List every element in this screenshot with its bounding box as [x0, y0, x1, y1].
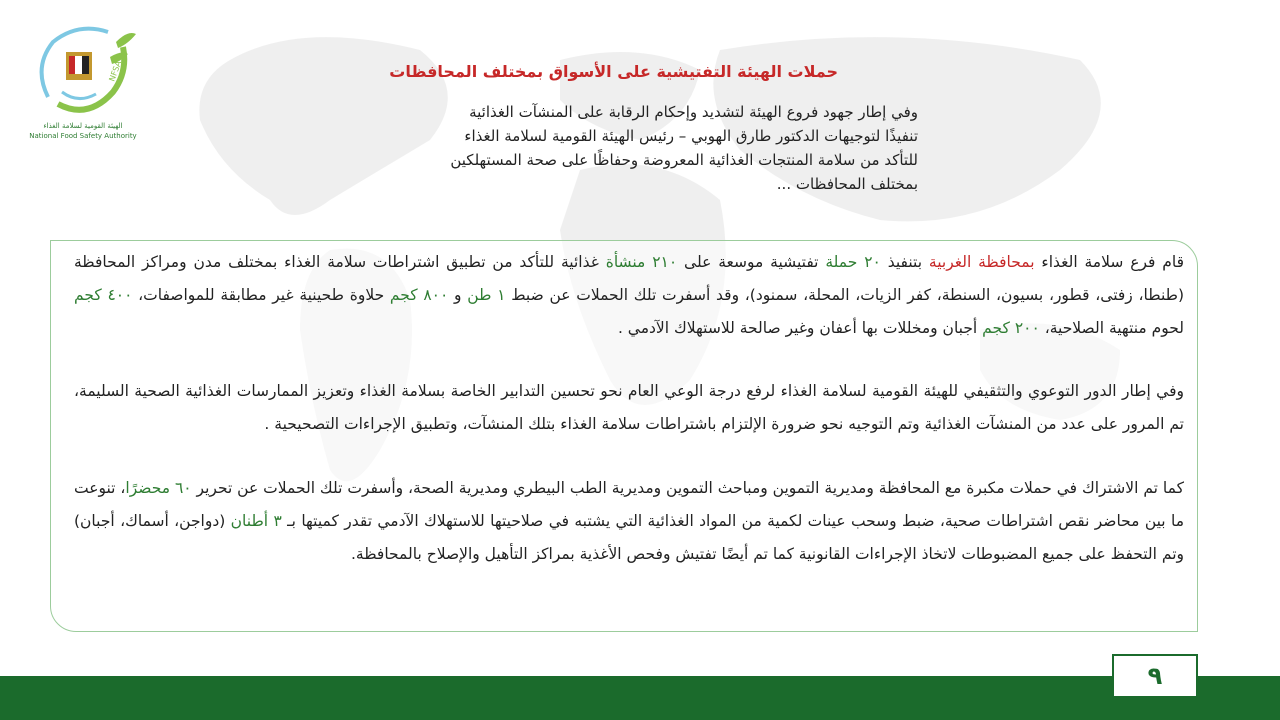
intro-text: [330, 100, 918, 196]
logo-badge-text: NFSA: [107, 59, 124, 83]
paragraph-awareness: وفي إطار الدور التوعوي والتثقيفي للهيئة القومية لسلامة الغذاء لرفع درجة الوعي العام نحو تحسين التدابير الخاصة بسلامة الغذاء وتعزيز الممارسات الغذائية الصحية السليمة، تم المرور على عدد من المنشآت الغذائية وتم التوجيه نحو ضرورة الإلتزام باشتراطات سلامة الغذاء بتلك المنشآت، وتطبيق الإجراءات التصحيحية .: [74, 382, 1184, 433]
reports-count: ٦٠ محضرًا: [125, 479, 192, 497]
branch-name: بمحافظة الغربية: [928, 253, 1035, 271]
intro-line: للتأكد من سلامة المنتجات الغذائية المعروضة وحفاظًا على صحة المستهلكين: [450, 151, 918, 169]
intro-line: تنفيذًا لتوجيهات الدكتور طارق الهوبي – رئيس الهيئة القومية لسلامة الغذاء: [464, 127, 918, 145]
facility-count: ٢١٠ منشأة: [605, 253, 678, 271]
intro-line: بمختلف المحافظات ...: [776, 175, 918, 193]
nfsa-logo: [28, 22, 138, 144]
slide-title: حملات الهيئة التفتيشية على الأسواق بمختلف المحافظات: [389, 62, 838, 81]
seized-total-tons: ٣ أطنان: [230, 512, 282, 530]
footer-bar: [0, 676, 1280, 720]
nfsa-logo-icon: [28, 22, 138, 122]
seized-tons: ١ طن: [467, 286, 506, 304]
paragraph-joint-campaigns: كما تم الاشتراك في حملات مكبرة مع المحافظة ومديرية التموين ومباحث التموين ومديرية الطب البيطري ومديرية الصحة، وأسفرت تلك الحملات عن تحرير ٦٠ محضرًا، تنوعت ما بين محاضر نقص اشتراطات صحية، ضبط وسحب عينات لكمية من المواد الغذائية التي يشتبه في صلاحيتها للاستهلاك الآدمي تقدر كميتها بـ ٣ أطنان (دواجن، أسماك، أجبان) وتم التحفظ على جميع المضبوطات لاتخاذ الإجراءات القانونية كما تم أيضًا تفتيش وفحص الأغذية بمراكز التأهيل والإصلاح بالمحافظة.: [73, 479, 1184, 563]
seized-halawa-kg: ٨٠٠ كجم: [389, 286, 449, 304]
logo-arabic-name: الهيئة القومية لسلامة الغذاء: [43, 122, 123, 130]
campaign-count: ٢٠ حملة: [825, 253, 881, 271]
intro-line: وفي إطار جهود فروع الهيئة لتشديد وإحكام الرقابة على المنشآت الغذائية: [469, 103, 918, 121]
page-number: ٩: [1112, 654, 1198, 698]
paragraph-gharbia-campaigns: قام فرع سلامة الغذاء بمحافظة الغربية بتنفيذ ٢٠ حملة تفتيشية موسعة على ٢١٠ منشأة غذائية للتأكد من تطبيق اشتراطات سلامة الغذاء بمختلف مدن ومراكز المحافظة (طنطا، زفتى، قطور، بسيون، السنطة، كفر الزيات، المحلة، سمنود)، وقد أسفرت تلك الحملات عن ضبط ١ طن و ٨٠٠ كجم حلاوة طحينية غير مطابقة للمواصفات، ٤٠٠ كجم لحوم منتهية الصلاحية، ٢٠٠ كجم أجبان ومخللات بها أعفان وغير صالحة للاستهلاك الآدمي .: [74, 253, 1185, 337]
seized-meat-kg: ٤٠٠ كجم: [74, 286, 133, 304]
seized-cheese-kg: ٢٠٠ كجم: [982, 319, 1040, 337]
logo-english-name: National Food Safety Authority: [29, 132, 137, 140]
